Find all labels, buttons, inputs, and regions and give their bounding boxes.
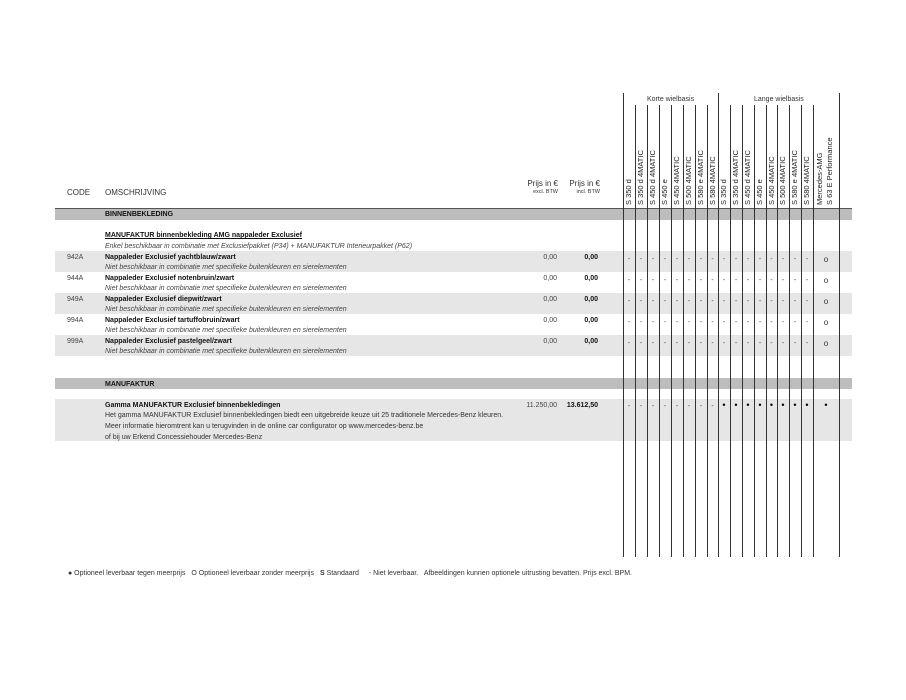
not-available-dash: -: [699, 319, 703, 326]
row-code: 949A: [67, 296, 84, 303]
not-available-dash: -: [639, 403, 643, 410]
column-label: S 350 d 4MATIC: [731, 150, 740, 205]
not-available-dash: -: [711, 403, 714, 410]
legend-not-available: - Niet leverbaar.: [368, 570, 419, 577]
not-available-dash: -: [651, 298, 655, 305]
column-label: S 450 d 4MATIC: [743, 150, 752, 205]
row-code: 999A: [67, 338, 84, 345]
not-available-dash: -: [746, 298, 750, 305]
subheading-note: Enkel beschikbaar in combinatie met Exclusiefpakket (P34) + MANUFAKTUR Interieurpakket (P62): [105, 243, 413, 250]
row-price-incl: 0,00: [584, 254, 598, 261]
not-available-dash: -: [651, 256, 655, 263]
not-available-dash: -: [627, 256, 631, 263]
column-label: S 580 e 4MATIC: [696, 150, 705, 205]
not-available-dash: -: [687, 256, 691, 263]
row-note: Niet beschikbaar in combinatie met specifieke buitenkleuren en sierelementen: [105, 327, 347, 334]
row-price-incl: 0,00: [584, 338, 598, 345]
not-available-dash: -: [711, 340, 714, 347]
not-available-dash: -: [770, 319, 773, 326]
legend-standard: Standaard: [326, 570, 359, 577]
column-label: S 450 e: [755, 179, 764, 205]
price-excl-subheader: excl. BTW: [532, 189, 558, 195]
row-name: Nappaleder Exclusief pastelgeel/zwart: [105, 338, 232, 345]
column-divider: [813, 105, 814, 557]
row-note: Niet beschikbaar in combinatie met specifieke buitenkleuren en sierelementen: [105, 264, 347, 271]
column-label: S 450 4MATIC: [767, 156, 776, 205]
column-divider: [754, 105, 755, 557]
not-available-dash: -: [675, 277, 679, 284]
legend-standard-mark: S: [319, 570, 325, 577]
description-header: OMSCHRIJVING: [105, 188, 167, 197]
not-available-dash: -: [651, 319, 655, 326]
not-available-dash: -: [734, 298, 738, 305]
not-available-dash: -: [758, 319, 762, 326]
column-label: S 450 e: [660, 179, 669, 205]
row-price-excl: 0,00: [543, 254, 557, 261]
not-available-dash: -: [746, 319, 750, 326]
not-available-dash: -: [781, 277, 785, 284]
not-available-dash: -: [758, 277, 762, 284]
not-available-dash: -: [734, 340, 738, 347]
short-wheelbase-group-label: Korte wielbasis: [647, 96, 695, 103]
not-available-dash: -: [663, 277, 667, 284]
not-available-dash: -: [805, 319, 809, 326]
column-label: S 580 4MATIC: [802, 156, 811, 205]
row-line-2: Meer informatie hieromtrent kan u terugvinden in de online car configurator op www.mercedes-benz.be: [105, 423, 424, 430]
not-available-dash: -: [675, 319, 679, 326]
row-price-incl: 13.612,50: [566, 402, 598, 409]
not-available-dash: -: [663, 256, 667, 263]
column-label: S 350 d: [719, 179, 728, 205]
row-code: 942A: [67, 254, 84, 261]
not-available-dash: -: [627, 298, 631, 305]
section-title-binnenbekleding: BINNENBEKLEDING: [105, 211, 174, 218]
optional-paid-dot-icon: •: [769, 400, 774, 410]
row-line-1: Het gamma MANUFAKTUR Exclusief binnenbekledingen biedt een uitgebreide keuze uit 25 traditionele Mercedes-Benz kleuren.: [105, 412, 504, 419]
not-available-dash: -: [675, 298, 679, 305]
row-price-excl: 0,00: [543, 317, 557, 324]
row-note: Niet beschikbaar in combinatie met specifieke buitenkleuren en sierelementen: [105, 285, 347, 292]
not-available-dash: -: [639, 319, 643, 326]
long-wheelbase-group-label: Lange wielbasis: [754, 96, 804, 103]
row-code: 944A: [67, 275, 84, 282]
optional-free-circle-icon: o: [823, 318, 829, 327]
column-label: S 450 4MATIC: [672, 156, 681, 205]
column-divider: [623, 93, 624, 557]
not-available-dash: -: [758, 298, 762, 305]
not-available-dash: -: [805, 340, 809, 347]
column-label: S 500 4MATIC: [684, 156, 693, 205]
column-label: S 580 4MATIC: [708, 156, 717, 205]
not-available-dash: -: [734, 277, 738, 284]
not-available-dash: -: [722, 256, 726, 263]
optional-paid-dot-icon: •: [781, 400, 785, 410]
not-available-dash: -: [639, 256, 643, 263]
column-label: S 450 d 4MATIC: [648, 150, 657, 205]
not-available-dash: -: [687, 277, 691, 284]
not-available-dash: -: [627, 319, 631, 326]
column-label-amg: S 63 E Performance: [825, 137, 834, 205]
row-price-incl: 0,00: [584, 296, 598, 303]
not-available-dash: -: [722, 340, 726, 347]
not-available-dash: -: [770, 256, 773, 263]
not-available-dash: -: [699, 403, 703, 410]
row-note: Niet beschikbaar in combinatie met specifieke buitenkleuren en sierelementen: [105, 306, 347, 313]
not-available-dash: -: [651, 277, 655, 284]
not-available-dash: -: [675, 340, 679, 347]
not-available-dash: -: [746, 256, 750, 263]
section-band-manufaktur: [55, 378, 852, 389]
not-available-dash: -: [663, 340, 667, 347]
code-header: CODE: [67, 188, 91, 197]
not-available-dash: -: [722, 277, 726, 284]
not-available-dash: -: [805, 256, 809, 263]
row-price-incl: 0,00: [584, 317, 598, 324]
legend-open: O Optioneel leverbaar zonder meerprijs: [191, 570, 314, 577]
not-available-dash: -: [627, 403, 631, 410]
price-excl-header: Prijs in €: [527, 179, 558, 188]
column-label: S 580 e 4MATIC: [790, 150, 799, 205]
subheading-amg-nappa: MANUFAKTUR binnenbekleding AMG nappaleder Exclusief: [105, 232, 302, 239]
optional-free-circle-icon: o: [823, 297, 829, 306]
column-divider: [839, 93, 840, 557]
not-available-dash: -: [663, 319, 667, 326]
row-price-incl: 0,00: [584, 275, 598, 282]
row-price-excl: 0,00: [543, 338, 557, 345]
row-name: Gamma MANUFAKTUR Exclusief binnenbekledingen: [105, 402, 281, 409]
not-available-dash: -: [663, 298, 667, 305]
not-available-dash: -: [770, 298, 773, 305]
not-available-dash: -: [699, 256, 703, 263]
not-available-dash: -: [639, 277, 643, 284]
not-available-dash: -: [793, 277, 797, 284]
not-available-dash: -: [758, 256, 762, 263]
optional-paid-dot-icon: •: [758, 400, 762, 410]
not-available-dash: -: [711, 256, 714, 263]
not-available-dash: -: [746, 340, 750, 347]
not-available-dash: -: [639, 340, 643, 347]
not-available-dash: -: [793, 298, 797, 305]
not-available-dash: -: [805, 277, 809, 284]
not-available-dash: -: [758, 340, 762, 347]
optional-free-circle-icon: o: [823, 276, 829, 285]
not-available-dash: -: [687, 403, 691, 410]
not-available-dash: -: [699, 277, 703, 284]
row-code: 994A: [67, 317, 84, 324]
not-available-dash: -: [734, 256, 738, 263]
not-available-dash: -: [722, 298, 726, 305]
not-available-dash: -: [651, 403, 655, 410]
column-label: S 500 4MATIC: [778, 156, 787, 205]
not-available-dash: -: [734, 319, 738, 326]
column-divider: [718, 93, 719, 557]
not-available-dash: -: [746, 277, 750, 284]
row-price-excl: 11.250,00: [526, 402, 557, 409]
row-line-3: of bij uw Erkend Concessiehouder Mercedes-Benz: [105, 434, 263, 441]
optional-paid-dot-icon: •: [805, 400, 809, 410]
not-available-dash: -: [793, 319, 797, 326]
optional-paid-dot-icon: •: [734, 400, 738, 410]
row-note: Niet beschikbaar in combinatie met specifieke buitenkleuren en sierelementen: [105, 348, 347, 355]
legend-filled: ● Optioneel leverbaar tegen meerprijs: [68, 570, 186, 577]
not-available-dash: -: [675, 403, 679, 410]
not-available-dash: -: [770, 277, 773, 284]
column-divider: [659, 105, 660, 557]
row-name: Nappaleder Exclusief notenbruin/zwart: [105, 275, 235, 282]
not-available-dash: -: [770, 340, 773, 347]
not-available-dash: -: [675, 256, 679, 263]
price-incl-subheader: incl. BTW: [576, 189, 600, 195]
legend: [68, 570, 636, 577]
not-available-dash: -: [699, 298, 703, 305]
not-available-dash: -: [687, 298, 691, 305]
optional-free-circle-icon: o: [823, 255, 829, 264]
row-name: Nappaleder Exclusief tartuffobruin/zwart: [105, 317, 240, 324]
row-name: Nappaleder Exclusief yachtblauw/zwart: [105, 254, 236, 261]
not-available-dash: -: [687, 340, 691, 347]
price-incl-header: Prijs in €: [569, 179, 600, 188]
row-name: Nappaleder Exclusief diepwit/zwart: [105, 296, 222, 303]
not-available-dash: -: [639, 298, 643, 305]
row-price-excl: 0,00: [543, 275, 557, 282]
not-available-dash: -: [711, 298, 714, 305]
optional-free-circle-icon: o: [823, 339, 829, 348]
not-available-dash: -: [722, 319, 726, 326]
section-band-binnenbekleding: [55, 208, 852, 220]
not-available-dash: -: [781, 319, 785, 326]
not-available-dash: -: [687, 319, 691, 326]
column-label: S 350 d 4MATIC: [636, 150, 645, 205]
not-available-dash: -: [711, 319, 714, 326]
optional-paid-dot-icon: •: [793, 400, 797, 410]
not-available-dash: -: [627, 277, 631, 284]
not-available-dash: -: [781, 340, 785, 347]
not-available-dash: -: [781, 256, 785, 263]
section-title-manufaktur: MANUFAKTUR: [105, 381, 155, 388]
not-available-dash: -: [651, 340, 655, 347]
column-label-amg: Mercedes-AMG: [815, 152, 824, 205]
not-available-dash: -: [699, 340, 703, 347]
not-available-dash: -: [663, 403, 667, 410]
column-label: S 350 d: [624, 179, 633, 205]
legend-disclaimer: Afbeeldingen kunnen optionele uitrusting bevatten. Prijs excl. BPM.: [423, 570, 632, 577]
not-available-dash: -: [793, 256, 797, 263]
not-available-dash: -: [781, 298, 785, 305]
not-available-dash: -: [805, 298, 809, 305]
optional-paid-dot-icon: •: [824, 400, 828, 410]
not-available-dash: -: [627, 340, 631, 347]
row-price-excl: 0,00: [543, 296, 557, 303]
optional-paid-dot-icon: •: [722, 400, 726, 410]
not-available-dash: -: [793, 340, 797, 347]
optional-paid-dot-icon: •: [746, 400, 750, 410]
not-available-dash: -: [711, 277, 714, 284]
